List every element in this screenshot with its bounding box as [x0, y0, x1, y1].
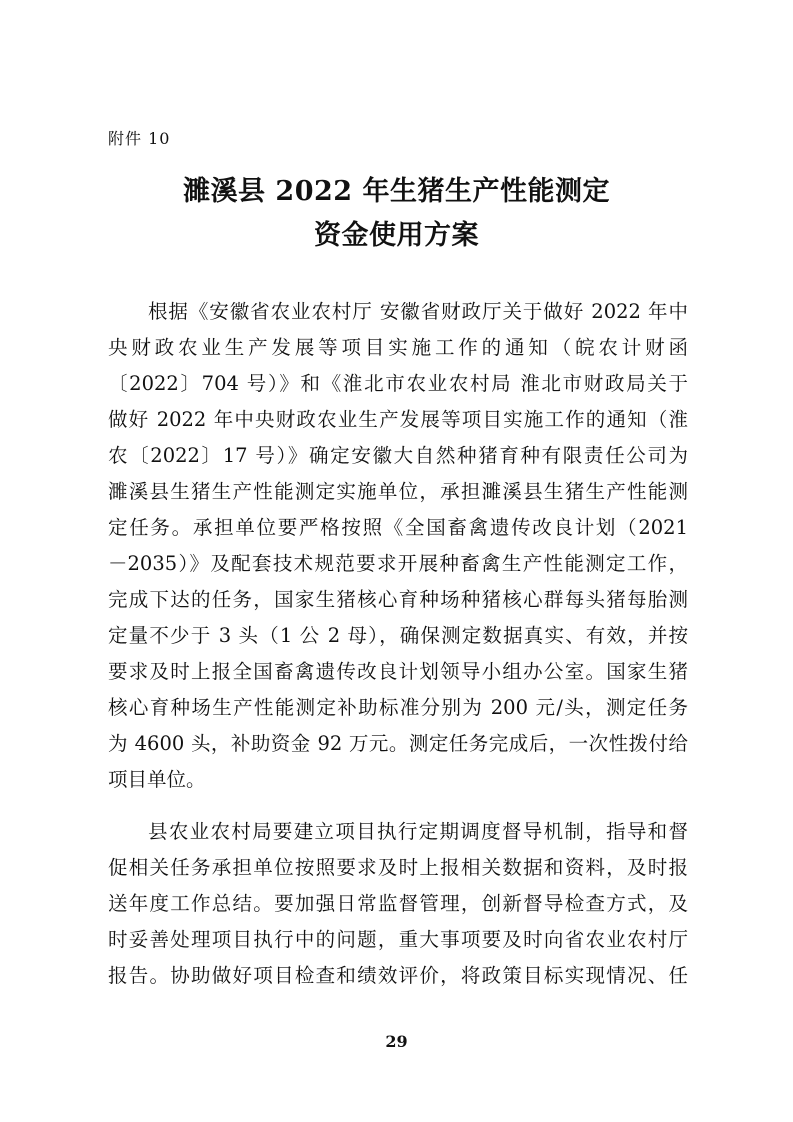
attachment-label: 附件 10 — [108, 129, 171, 148]
paragraph-1-line: 根据《安徽省农业农村厅 安徽省财政厅关于做好 2022 年中 — [148, 300, 688, 323]
page-number: 29 — [385, 1032, 408, 1051]
paragraph-1-line: 央财政农业生产发展等项目实施工作的通知（皖农计财函 — [108, 336, 688, 359]
paragraph-2-line: 时妥善处理项目执行中的问题，重大事项要及时向省农业农村厅 — [108, 928, 688, 951]
paragraph-1-line: 〔2022〕704 号）》和《淮北市农业农村局 淮北市财政局关于 — [108, 372, 688, 395]
paragraph-1-line: 定量不少于 3 头（1 公 2 母），确保测定数据真实、有效，并按 — [108, 624, 688, 647]
paragraph-2-line: 县农业农村局要建立项目执行定期调度督导机制，指导和督 — [148, 820, 688, 843]
document-title-line-2: 资金使用方案 — [314, 220, 479, 251]
paragraph-1-line: 为 4600 头，补助资金 92 万元。测定任务完成后，一次性拨付给 — [108, 732, 688, 755]
paragraph-2-line: 送年度工作总结。要加强日常监督管理，创新督导检查方式，及 — [108, 892, 688, 915]
paragraph-1-line: 定任务。承担单位要严格按照《全国畜禽遗传改良计划（2021 — [108, 516, 688, 539]
paragraph-1-line: 濉溪县生猪生产性能测定实施单位，承担濉溪县生猪生产性能测 — [108, 480, 688, 503]
paragraph-2-line: 报告。协助做好项目检查和绩效评价，将政策目标实现情况、任 — [108, 964, 688, 987]
paragraph-1-line: 核心育种场生产性能测定补助标准分别为 200 元/头，测定任务 — [108, 696, 688, 719]
paragraph-1-line: 项目单位。 — [108, 768, 206, 791]
paragraph-1-line: 要求及时上报全国畜禽遗传改良计划领导小组办公室。国家生猪 — [108, 660, 688, 683]
paragraph-1-line: 农〔2022〕17 号）》确定安徽大自然种猪育种有限责任公司为 — [108, 444, 688, 467]
paragraph-1-line: 做好 2022 年中央财政农业生产发展等项目实施工作的通知（淮 — [108, 408, 688, 431]
paragraph-1-line: －2035）》及配套技术规范要求开展种畜禽生产性能测定工作， — [108, 552, 688, 575]
paragraph-1-line: 完成下达的任务，国家生猪核心育种场种猪核心群每头猪每胎测 — [108, 588, 688, 611]
paragraph-2-line: 促相关任务承担单位按照要求及时上报相关数据和资料，及时报 — [108, 856, 688, 879]
document-title-line-1: 濉溪县 2022 年生猪生产性能测定 — [183, 176, 610, 207]
